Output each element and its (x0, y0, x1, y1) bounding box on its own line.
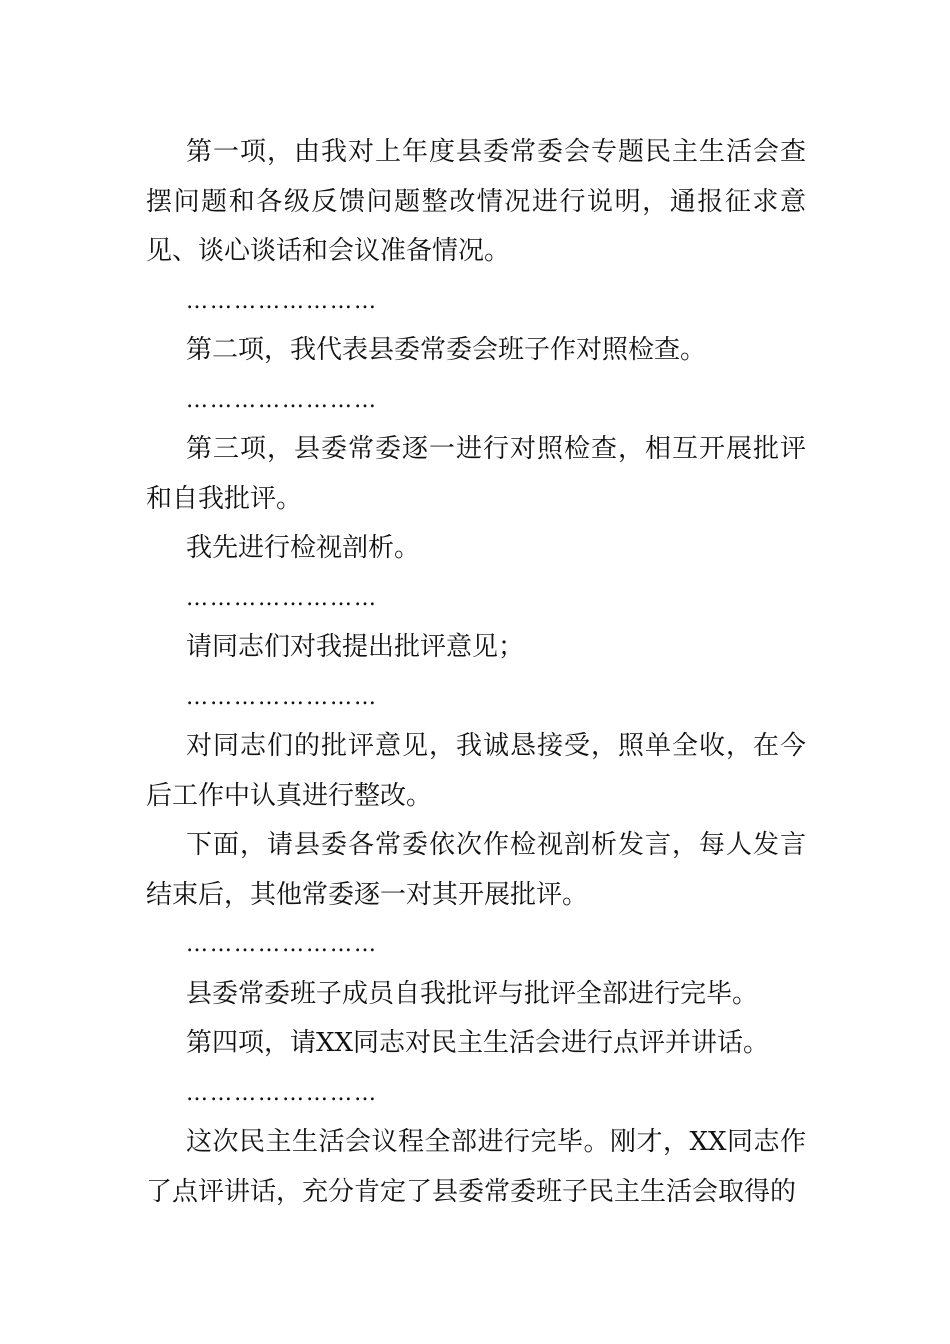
paragraph-accept-criticism: 对同志们的批评意见，我诚恳接受，照单全收，在今后工作中认真进行整改。 (146, 731, 806, 811)
paragraph-closing: 这次民主生活会议程全部进行完毕。刚才，XX同志作了点评讲话，充分肯定了县委常委班子民主生活会取得的 (146, 1127, 806, 1207)
document-body (146, 128, 806, 1217)
paragraph-next-speakers: 下面，请县委各常委依次作检视剖析发言，每人发言结束后，其他常委逐一对其开展批评。 (146, 830, 806, 910)
paragraph-item-1: 第一项，由我对上年度县委常委会专题民主生活会查摆问题和各级反馈问题整改情况进行说明，通报征求意见、谈心谈话和会议准备情况。 (146, 137, 806, 266)
ellipsis-separator: …………………… (186, 684, 378, 710)
paragraph-criticism-complete: 县委常委班子成员自我批评与批评全部进行完毕。 (186, 978, 759, 1009)
paragraph-item-2: 第二项，我代表县委常委会班子作对照检查。 (186, 335, 707, 365)
paragraph-self-review: 我先进行检视剖析。 (186, 533, 421, 563)
paragraph-request-criticism: 请同志们对我提出批评意见； (186, 632, 525, 662)
paragraph-item-3: 第三项，县委常委逐一进行对照检查，相互开展批评和自我批评。 (146, 434, 806, 514)
ellipsis-separator: …………………… (186, 288, 378, 314)
ellipsis-separator: …………………… (186, 387, 378, 413)
paragraph-item-4: 第四项，请XX同志对民主生活会进行点评并讲话。 (186, 1028, 770, 1058)
ellipsis-separator: …………………… (186, 1080, 378, 1106)
ellipsis-separator: …………………… (186, 585, 378, 611)
ellipsis-separator: …………………… (186, 932, 378, 957)
